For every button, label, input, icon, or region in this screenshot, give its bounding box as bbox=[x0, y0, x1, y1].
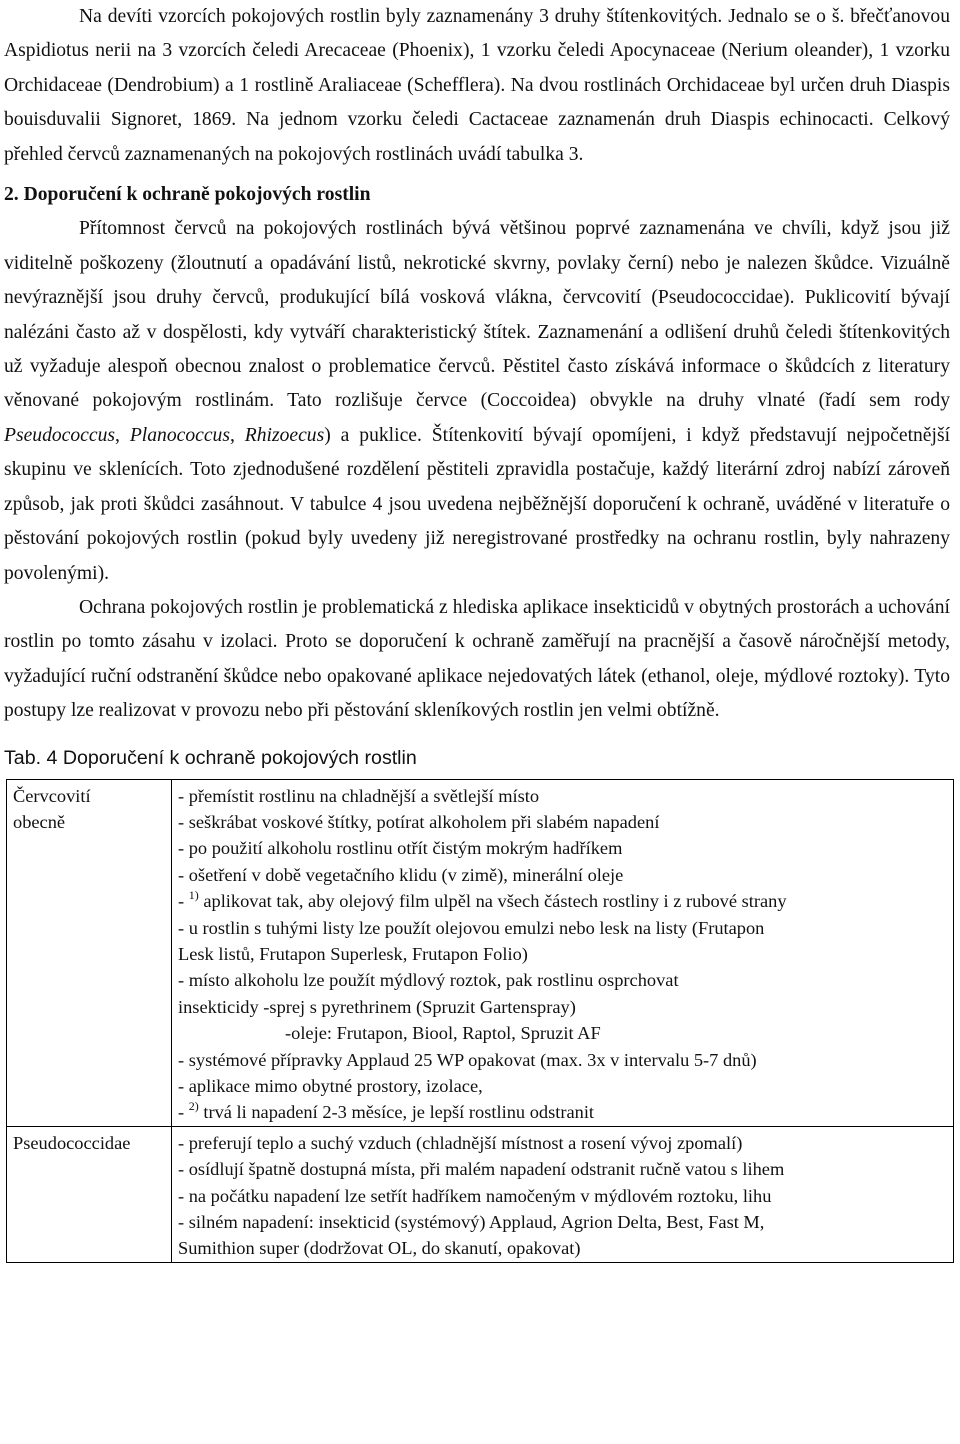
table-row bbox=[7, 779, 954, 1126]
list-item: - seškrábat voskové štítky, potírat alkoholem při slabém napadení bbox=[178, 811, 660, 832]
list-item: - přemístit rostlinu na chladnější a světlejší místo bbox=[178, 785, 540, 806]
paragraph-recommendations: Přítomnost červců na pokojových rostlinách bývá většinou poprvé zaznamenána ve chvíli, když jsou již viditelně poškozeny (žloutnutí a opadávání listů, nekrotické skvrny, povlaky černí) nebo je nalezen škůdce. Vizuálně nevýraznější jsou druhy červců, produkující bílá vosková vlákna, červcovití (Pseudococcidae). Puklicovití bývají nalézáni často až v dospělosti, kdy vytváří charakteristický štítek. Zaznamenání a odlišení druhů čeledi štítenkovitých už vyžaduje alespoň obecnou znalost o problematice červců. Pěstitel často získává informace o škůdcích z literatury věnované pokojovým rostlinám. Tato rozlišuje červce (Coccoidea) obvykle na druhy vlnaté (řadí sem rody Pseudococcus, Planococcus, Rhizoecus) a puklice. Štítenkovití bývají opomíjeni, i když představují nejpočetnější skupinu ve sklenících. Toto zjednodušené rozdělení pěstiteli zpravidla postačuje, každý literární zdroj nabízí zároveň způsob, jak proti škůdci zasáhnout. V tabulce 4 jsou uvedena nejběžnější doporučení k ochraně, uváděné v literatuře o pěstování pokojových rostlin (pokud byly uvedeny již neregistrované prostředky na ochranu rostlin, byly nahrazeny povolenými). bbox=[4, 218, 951, 584]
table-row bbox=[7, 1126, 954, 1262]
row-label-cell: Pseudococcidae bbox=[7, 1126, 172, 1262]
list-item: - po použití alkoholu rostlinu otřít čistým mokrým hadříkem bbox=[178, 838, 623, 859]
genus-pseudococcus: Pseudococcus bbox=[4, 424, 115, 446]
paragraph-species-summary: Na devíti vzorcích pokojových rostlin byly zaznamenány 3 druhy štítenkovitých. Jednalo se o š. břečťanovou Aspidiotus nerii na 3 vzorcích čeledi Arecaceae (Phoenix), 1 vzorku čeledi Apocynaceae (Nerium oleander), 1 vzorku Orchidaceae (Dendrobium) a 1 rostlině Araliaceae (Schefflera). Na dvou rostlinách Orchidaceae byl určen druh Diaspis bouisduvalii Signoret, 1869. Na jednom vzorku čeledi Cactaceae zaznamenán druh Diaspis echinocacti. Celkový přehled červců zaznamenaných na pokojových rostlinách uvádí tabulka 3. bbox=[4, 6, 950, 165]
paragraph-protection: Ochrana pokojových rostlin je problematická z hlediska aplikace insekticidů v obytných prostorách a uchování rostlin po tomto zásahu v izolaci. Proto se doporučení k ochraně zaměřují na pracnější a časově náročnější metody, vyžadující ruční odstranění škůdce nebo opakované aplikace nejedovatých látek (ethanol, oleje, mýdlové roztoky). Tyto postupy lze realizovat v provozu nebo při pěstování skleníkových rostlin jen velmi obtížně. bbox=[4, 596, 950, 722]
section-heading: 2. Doporučení k ochraně pokojových rostlin bbox=[4, 184, 371, 206]
list-item: - $^{1)}$ aplikovat tak, aby olejový film ulpěl na všech částech rostliny i z rubové strany bbox=[178, 888, 787, 912]
list-item: - místo alkoholu lze použít mýdlový roztok, pak rostlinu osprchovat bbox=[178, 970, 679, 991]
list-item: - na počátku napadení lze setřít hadříkem namočeným v mýdlovém roztoku, lihu bbox=[178, 1185, 772, 1206]
list-item: - preferují teplo a suchý vzduch (chladnější místnost a rosení vývoj zpomalí) bbox=[178, 1132, 743, 1153]
row-content-cell bbox=[172, 779, 954, 1126]
row-label-cell: Červcovití obecně bbox=[7, 779, 172, 1126]
list-item: - silném napadení: insekticid (systémový) Applaud, Agrion Delta, Best, Fast M, bbox=[178, 1212, 765, 1233]
table-caption: Tab. 4 Doporučení k ochraně pokojových rostlin bbox=[4, 746, 417, 769]
paragraph-text: ) a puklice. Štítenkovití bývají opomíjeni, i když představují nejpočetnější skupinu ve sklenících. Toto zjednodušené rozdělení pěstiteli zpravidla postačuje, každý literární zdroj nabízí zároveň způsob, jak proti škůdci zasáhnout. V tabulce 4 jsou uvedena nejběžnější doporučení k ochraně, uváděné v literatuře o pěstování pokojových rostlin (pokud byly uvedeny již neregistrované prostředky na ochranu rostlin, byly nahrazeny povolenými). bbox=[4, 424, 951, 584]
genus-planococcus: Planococcus bbox=[129, 424, 230, 446]
list-item: Lesk listů, Frutapon Superlesk, Frutapon Folio) bbox=[178, 943, 528, 964]
genus-rhizoecus: Rhizoecus bbox=[244, 424, 325, 446]
recommendations-table bbox=[6, 779, 954, 1263]
list-item: insekticidy -sprej s pyrethrinem (Spruzit Gartenspray) bbox=[178, 996, 576, 1017]
row-content-cell bbox=[172, 1126, 954, 1262]
footnote-mark: 2) bbox=[188, 1099, 199, 1114]
list-item: - u rostlin s tuhými listy lze použít olejovou emulzi nebo lesk na listy (Frutapon bbox=[178, 917, 765, 938]
document-page bbox=[4, 0, 950, 1263]
list-item: - aplikace mimo obytné prostory, izolace, bbox=[178, 1076, 483, 1096]
list-item: - systémové přípravky Applaud 25 WP opakovat (max. 3x v intervalu 5-7 dnů) bbox=[178, 1049, 757, 1070]
footnote-mark: 1) bbox=[188, 888, 199, 903]
list-item: Sumithion super (dodržovat OL, do skanutí, opakovat) bbox=[178, 1238, 581, 1259]
list-item: - ošetření v době vegetačního klidu (v zimě), minerální oleje bbox=[178, 864, 624, 885]
paragraph-text: Přítomnost červců na pokojových rostlinách bývá většinou poprvé zaznamenána ve chvíli, když jsou již viditelně poškozeny (žloutnutí a opadávání listů, nekrotické skvrny, povlaky černí) nebo je nalezen škůdce. Vizuálně nevýraznější jsou druhy červců, produkující bílá vosková vlákna, červcovití (Pseudococcidae). Puklicovití bývají nalézáni často až v dospělosti, kdy vytváří charakteristický štítek. Zaznamenání a odlišení druhů čeledi štítenkovitých už vyžaduje alespoň obecnou znalost o problematice červců. Pěstitel často získává informace o škůdcích z literatury věnované pokojovým rostlinám. Tato rozlišuje červce (Coccoidea) obvykle na druhy vlnaté (řadí sem rody bbox=[4, 218, 950, 412]
list-item: - osídlují špatně dostupná místa, při malém napadení odstranit ručně vatou s lihem bbox=[178, 1159, 785, 1180]
list-item: -oleje: Frutapon, Biool, Raptol, Spruzit AF bbox=[285, 1023, 601, 1044]
list-item: - $^{2)}$ trvá li napadení 2-3 měsíce, je lepší rostlinu odstranit bbox=[178, 1099, 595, 1123]
